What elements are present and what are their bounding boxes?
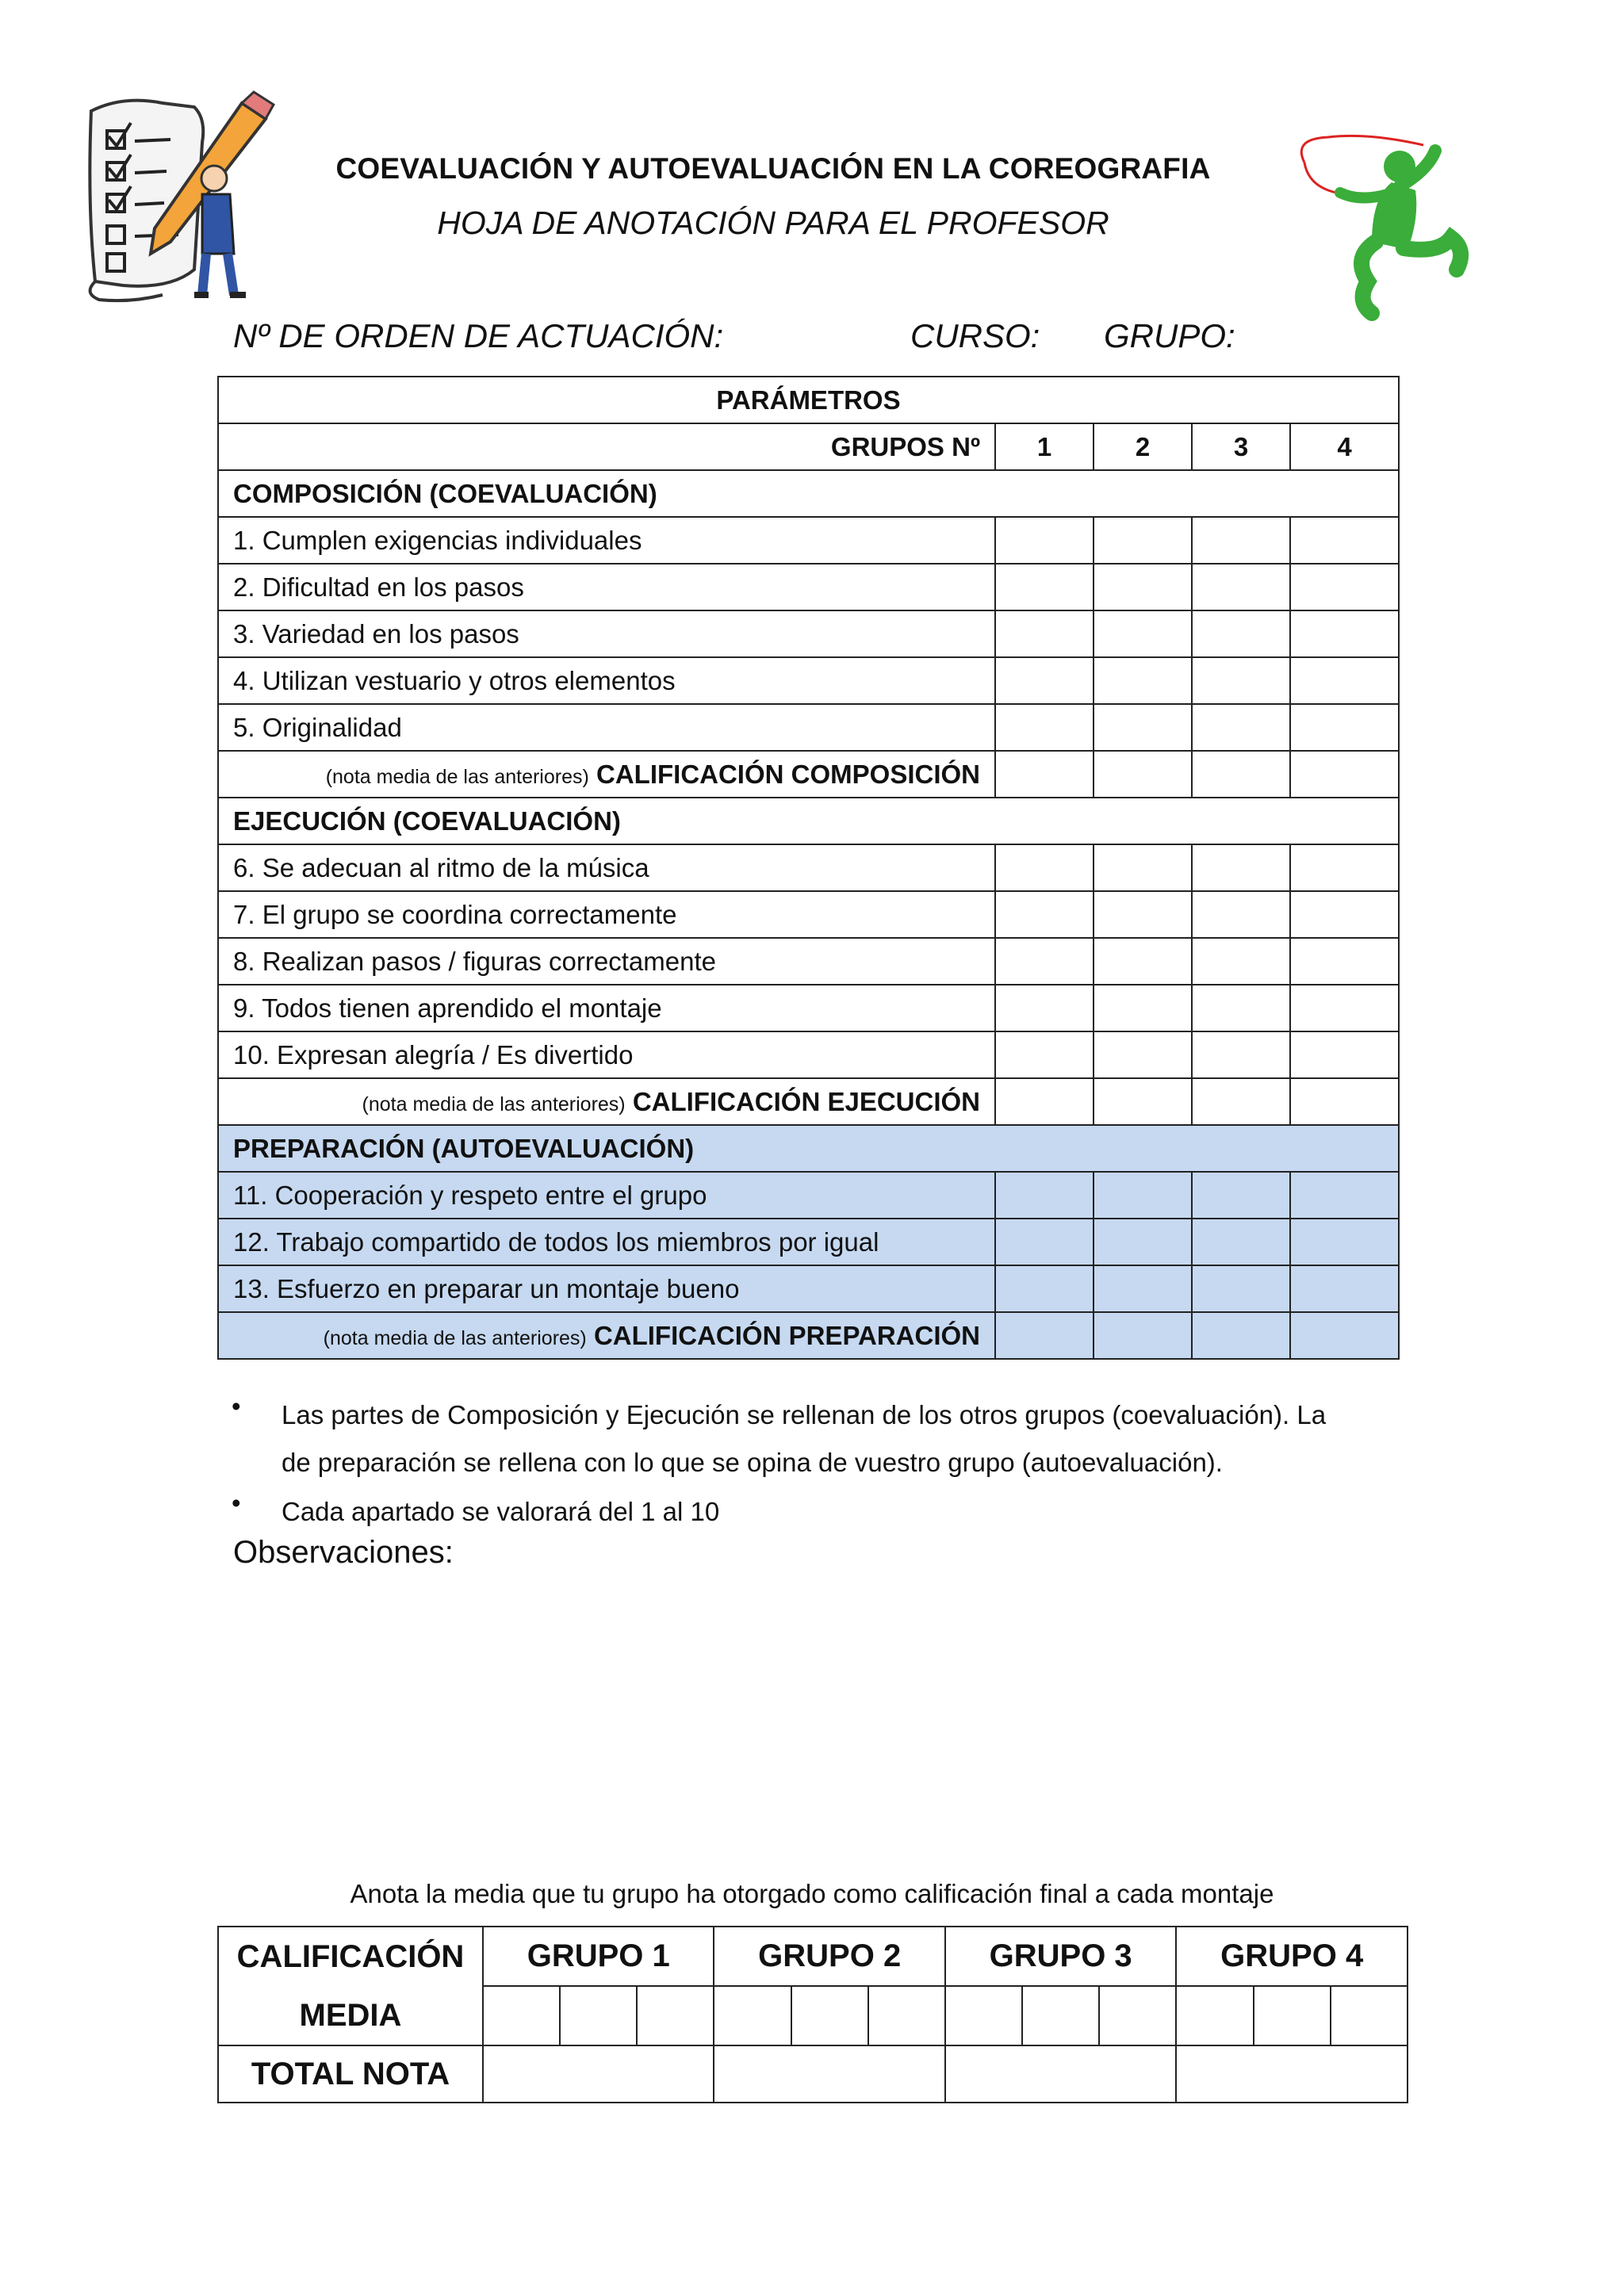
table-row xyxy=(218,1265,1399,1312)
total-row-label xyxy=(218,751,995,798)
score-cell[interactable] xyxy=(1192,564,1290,610)
table-row xyxy=(218,985,1399,1031)
group-header-2: 2 xyxy=(1094,423,1192,470)
group-header-4: 4 xyxy=(1290,423,1399,470)
score-cell[interactable] xyxy=(1094,985,1192,1031)
score-cell[interactable] xyxy=(1290,985,1399,1031)
score-cell[interactable] xyxy=(1094,517,1192,564)
score-cell[interactable] xyxy=(1290,751,1399,798)
score-cell[interactable] xyxy=(1192,891,1290,938)
score-cell[interactable] xyxy=(1094,1172,1192,1219)
parameters-heading: PARÁMETROS xyxy=(218,377,1399,423)
score-cell[interactable] xyxy=(1192,844,1290,891)
table-row xyxy=(218,657,1399,704)
media-cell[interactable] xyxy=(1331,1986,1408,2045)
table-row xyxy=(218,1172,1399,1219)
total-label: CALIFICACIÓN COMPOSICIÓN xyxy=(596,759,980,789)
score-cell[interactable] xyxy=(1290,1219,1399,1265)
score-cell[interactable] xyxy=(1290,1265,1399,1312)
table-row xyxy=(218,517,1399,564)
order-label: Nº DE ORDEN DE ACTUACIÓN: xyxy=(233,317,724,354)
score-cell[interactable] xyxy=(995,564,1094,610)
table-row xyxy=(218,1031,1399,1078)
section-title-preparacion: PREPARACIÓN (AUTOEVALUACIÓN) xyxy=(218,1125,1399,1172)
score-cell[interactable] xyxy=(1290,657,1399,704)
criterion-label: 11. Cooperación y respeto entre el grupo xyxy=(218,1172,995,1219)
table-row xyxy=(218,891,1399,938)
media-cell[interactable] xyxy=(1022,1986,1099,2045)
final-group-header-3: GRUPO 3 xyxy=(945,1927,1176,1986)
score-cell[interactable] xyxy=(1290,844,1399,891)
group-header-1: 1 xyxy=(995,423,1094,470)
score-cell[interactable] xyxy=(995,1312,1094,1359)
score-cell[interactable] xyxy=(1290,1172,1399,1219)
media-cell[interactable] xyxy=(1099,1986,1176,2045)
table-row xyxy=(218,938,1399,985)
score-cell[interactable] xyxy=(1094,751,1192,798)
score-cell[interactable] xyxy=(1192,985,1290,1031)
total-row-label xyxy=(218,1312,995,1359)
table-row xyxy=(218,610,1399,657)
score-cell[interactable] xyxy=(1192,1219,1290,1265)
score-cell[interactable] xyxy=(1192,517,1290,564)
calificacion-label: CALIFICACIÓN xyxy=(236,1939,465,1974)
total-cell[interactable] xyxy=(945,2045,1176,2103)
document-subtitle: HOJA DE ANOTACIÓN PARA EL PROFESOR xyxy=(437,205,1109,241)
total-nota-label: TOTAL NOTA xyxy=(218,2045,483,2103)
final-grade-table xyxy=(217,1926,1408,2103)
score-cell[interactable] xyxy=(1094,704,1192,751)
score-cell[interactable] xyxy=(1192,1265,1290,1312)
note-line-2: de preparación se rellena con lo que se opina de vuestro grupo (autoevaluación). xyxy=(282,1448,1223,1477)
media-cell[interactable] xyxy=(791,1986,868,2045)
final-group-header-2: GRUPO 2 xyxy=(714,1927,944,1986)
section-title-composicion: COMPOSICIÓN (COEVALUACIÓN) xyxy=(218,470,1399,517)
criterion-label: 1. Cumplen exigencias individuales xyxy=(218,517,995,564)
final-caption: Anota la media que tu grupo ha otorgado como calificación final a cada montaje xyxy=(350,1879,1274,1908)
jump-rope-figure-icon xyxy=(1281,123,1487,321)
score-cell[interactable] xyxy=(1094,657,1192,704)
media-cell[interactable] xyxy=(1176,1986,1253,2045)
bullet-marker: • xyxy=(232,1391,241,1421)
score-cell[interactable] xyxy=(1094,891,1192,938)
criterion-label: 5. Originalidad xyxy=(218,704,995,751)
calificacion-media-label xyxy=(218,1927,483,2045)
score-cell[interactable] xyxy=(1192,704,1290,751)
score-cell[interactable] xyxy=(1290,1031,1399,1078)
score-cell[interactable] xyxy=(1290,891,1399,938)
score-cell[interactable] xyxy=(1192,938,1290,985)
avg-note: (nota media de las anteriores) xyxy=(323,1326,587,1349)
total-cell[interactable] xyxy=(714,2045,944,2103)
criterion-label: 13. Esfuerzo en preparar un montaje bueno xyxy=(218,1265,995,1312)
score-cell[interactable] xyxy=(1094,1031,1192,1078)
media-cell[interactable] xyxy=(483,1986,560,2045)
score-cell[interactable] xyxy=(1290,704,1399,751)
score-cell[interactable] xyxy=(1290,517,1399,564)
table-row xyxy=(218,704,1399,751)
table-row xyxy=(218,1078,1399,1125)
criterion-label: 4. Utilizan vestuario y otros elementos xyxy=(218,657,995,704)
score-cell[interactable] xyxy=(995,1265,1094,1312)
score-cell[interactable] xyxy=(1192,657,1290,704)
criterion-label: 2. Dificultad en los pasos xyxy=(218,564,995,610)
total-cell[interactable] xyxy=(1176,2045,1408,2103)
section-title-ejecucion: EJECUCIÓN (COEVALUACIÓN) xyxy=(218,798,1399,844)
checklist-pencil-icon xyxy=(75,87,282,309)
score-cell[interactable] xyxy=(1094,938,1192,985)
score-cell[interactable] xyxy=(1192,1031,1290,1078)
score-cell[interactable] xyxy=(1192,1312,1290,1359)
document-title: COEVALUACIÓN Y AUTOEVALUACIÓN EN LA COREOGRAFIA xyxy=(335,152,1211,185)
total-label: CALIFICACIÓN EJECUCIÓN xyxy=(632,1086,980,1116)
score-cell[interactable] xyxy=(995,1172,1094,1219)
media-cell[interactable] xyxy=(1254,1986,1331,2045)
observations-label: Observaciones: xyxy=(233,1535,454,1570)
score-cell[interactable] xyxy=(995,704,1094,751)
final-group-header-4: GRUPO 4 xyxy=(1176,1927,1408,1986)
score-cell[interactable] xyxy=(995,938,1094,985)
score-cell[interactable] xyxy=(1290,610,1399,657)
score-cell[interactable] xyxy=(995,517,1094,564)
score-cell[interactable] xyxy=(1094,1078,1192,1125)
score-cell[interactable] xyxy=(1192,1078,1290,1125)
media-cell[interactable] xyxy=(945,1986,1022,2045)
evaluation-table xyxy=(217,376,1400,1360)
score-cell[interactable] xyxy=(995,1031,1094,1078)
score-cell[interactable] xyxy=(1094,1312,1192,1359)
table-row xyxy=(218,751,1399,798)
score-cell[interactable] xyxy=(1192,610,1290,657)
total-row-label xyxy=(218,1078,995,1125)
criterion-label: 7. El grupo se coordina correctamente xyxy=(218,891,995,938)
score-cell[interactable] xyxy=(1290,938,1399,985)
note-line-1: Las partes de Composición y Ejecución se rellenan de los otros grupos (coevaluación). La xyxy=(282,1400,1327,1429)
media-label: MEDIA xyxy=(299,1998,402,2033)
groups-label: GRUPOS Nº xyxy=(218,423,995,470)
total-label: CALIFICACIÓN PREPARACIÓN xyxy=(593,1320,980,1350)
score-cell[interactable] xyxy=(995,985,1094,1031)
score-cell[interactable] xyxy=(1192,1172,1290,1219)
score-cell[interactable] xyxy=(1192,751,1290,798)
table-row xyxy=(218,564,1399,610)
media-cell[interactable] xyxy=(868,1986,945,2045)
grupo-label: GRUPO: xyxy=(1104,317,1235,354)
score-cell[interactable] xyxy=(1094,1219,1192,1265)
score-cell[interactable] xyxy=(1094,844,1192,891)
avg-note: (nota media de las anteriores) xyxy=(362,1093,626,1115)
curso-label: CURSO: xyxy=(910,317,1040,354)
table-row xyxy=(218,1219,1399,1265)
score-cell[interactable] xyxy=(995,657,1094,704)
table-row xyxy=(218,1312,1399,1359)
criterion-label: 9. Todos tienen aprendido el montaje xyxy=(218,985,995,1031)
final-group-header-1: GRUPO 1 xyxy=(483,1927,714,1986)
score-cell[interactable] xyxy=(1290,564,1399,610)
bullet-marker: • xyxy=(232,1488,241,1517)
total-cell[interactable] xyxy=(483,2045,714,2103)
media-cell[interactable] xyxy=(560,1986,637,2045)
table-row xyxy=(218,844,1399,891)
score-cell[interactable] xyxy=(995,751,1094,798)
score-cell[interactable] xyxy=(995,610,1094,657)
criterion-label: 3. Variedad en los pasos xyxy=(218,610,995,657)
score-cell[interactable] xyxy=(995,891,1094,938)
group-header-3: 3 xyxy=(1192,423,1290,470)
score-cell[interactable] xyxy=(1290,1078,1399,1125)
avg-note: (nota media de las anteriores) xyxy=(325,765,589,788)
criterion-label: 12. Trabajo compartido de todos los miembros por igual xyxy=(218,1219,995,1265)
media-cell[interactable] xyxy=(637,1986,714,2045)
score-cell[interactable] xyxy=(1094,564,1192,610)
score-cell[interactable] xyxy=(1290,1312,1399,1359)
criterion-label: 10. Expresan alegría / Es divertido xyxy=(218,1031,995,1078)
score-cell[interactable] xyxy=(995,1219,1094,1265)
score-cell[interactable] xyxy=(995,1078,1094,1125)
score-cell[interactable] xyxy=(1094,610,1192,657)
criterion-label: 8. Realizan pasos / figuras correctamente xyxy=(218,938,995,985)
note-line-3: Cada apartado se valorará del 1 al 10 xyxy=(282,1497,720,1526)
score-cell[interactable] xyxy=(1094,1265,1192,1312)
criterion-label: 6. Se adecuan al ritmo de la música xyxy=(218,844,995,891)
media-cell[interactable] xyxy=(714,1986,791,2045)
score-cell[interactable] xyxy=(995,844,1094,891)
